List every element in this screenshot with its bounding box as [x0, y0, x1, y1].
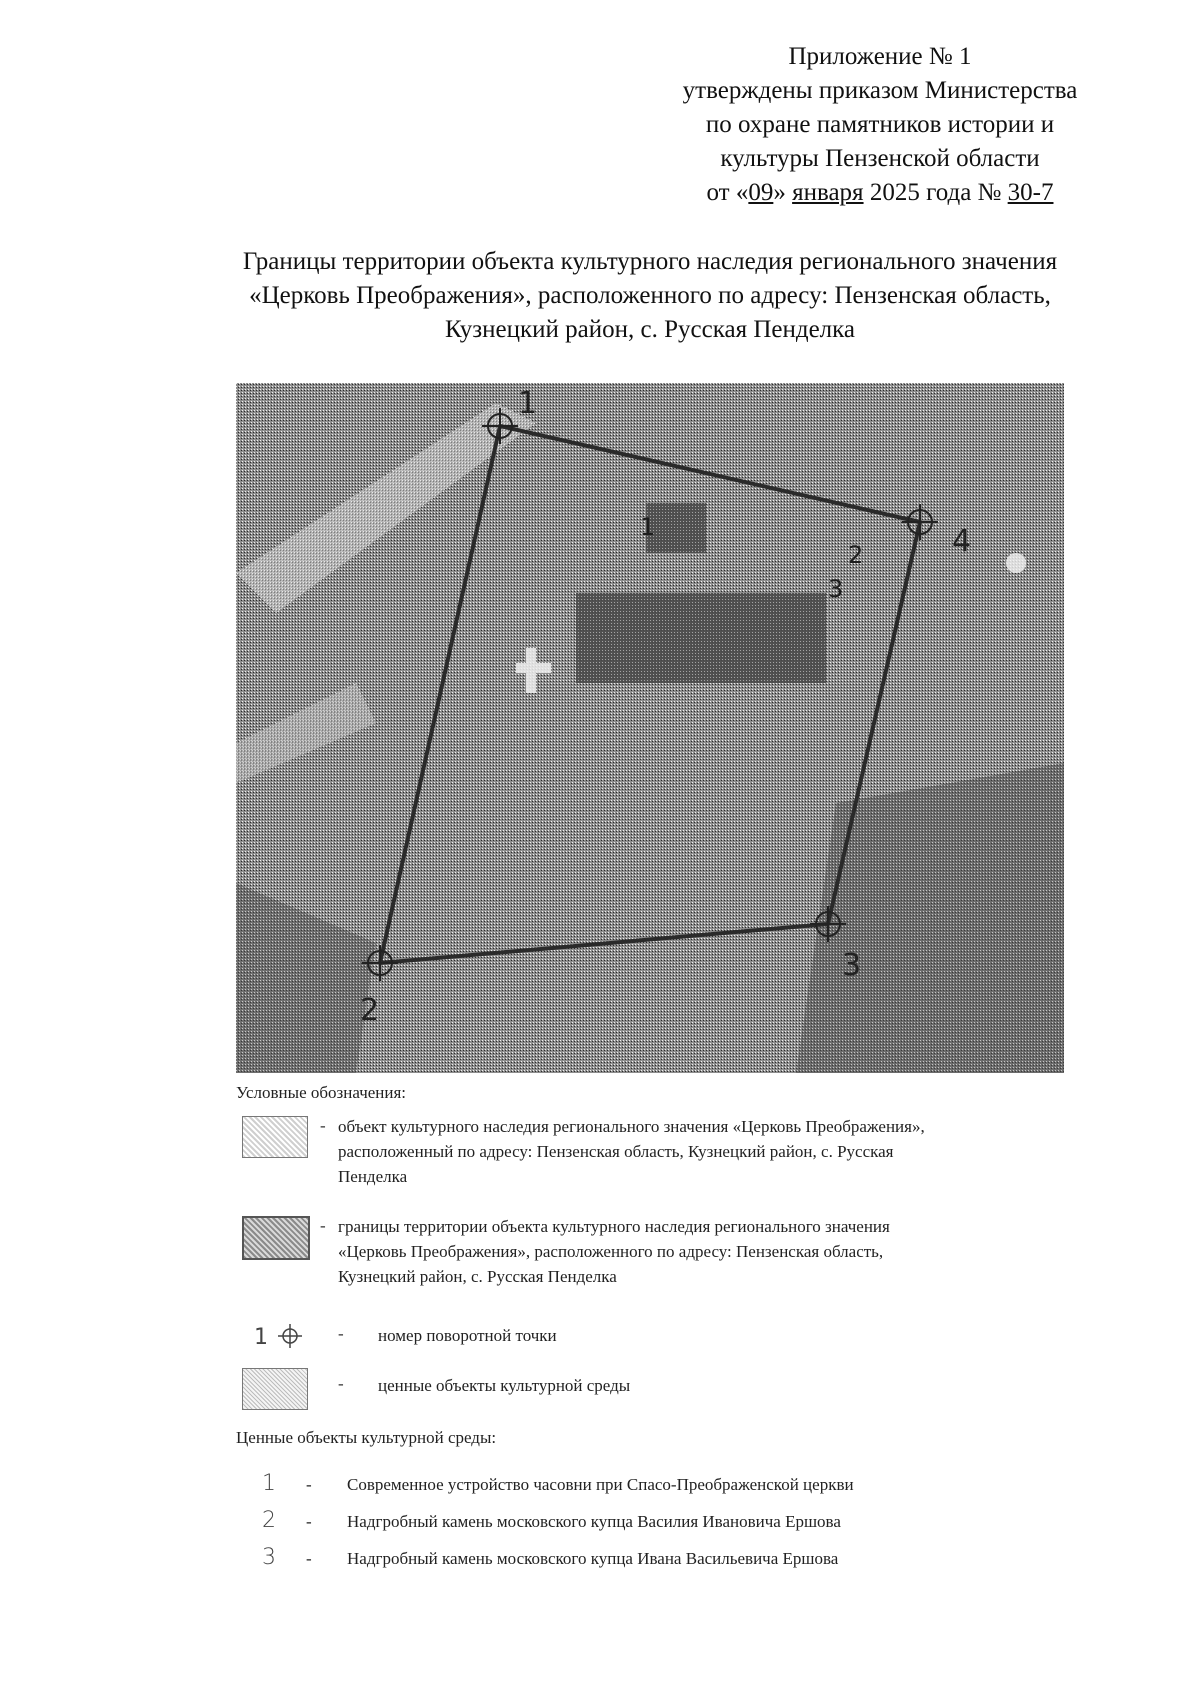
title-line: Границы территории объекта культурного наследия регионального значения: [242, 248, 1058, 275]
church-building-footprint: [576, 593, 826, 683]
point-number: 4: [952, 524, 972, 559]
appendix-number: Приложение № 1: [788, 43, 972, 70]
turning-point-icon: [254, 1318, 314, 1354]
legend-item-boundary: [236, 1214, 1136, 1286]
legend-text: [338, 1214, 890, 1289]
legend-line: номер поворотной точки: [378, 1326, 557, 1345]
legend-dash: -: [338, 1324, 344, 1343]
point-number: 1: [518, 386, 538, 421]
legend-line: «Церковь Преображения», расположенного по адресу: Пензенская область,: [338, 1242, 884, 1261]
object-number: 2: [262, 1508, 276, 1533]
legend-text: [378, 1323, 557, 1348]
legend-dash: -: [320, 1116, 326, 1135]
legend-line: Кузнецкий район, с. Русская Пенделка: [338, 1267, 617, 1286]
svg-text:1: 1: [254, 1325, 268, 1350]
aerial-dark-area: [796, 763, 1064, 1073]
point-number: 2: [360, 993, 380, 1028]
list-item: [262, 1547, 1162, 1577]
legend-item-valuable-objects: [236, 1368, 1136, 1428]
date-year: 2025 года №: [863, 179, 1008, 206]
legend-line: Пенделка: [338, 1167, 408, 1186]
legend-text: [378, 1373, 630, 1398]
object-description: Современное устройство часовни при Спасо-Преображенской церкви: [347, 1475, 854, 1494]
order-number: 30-7: [1007, 179, 1054, 206]
object-description: Надгробный камень московского купца Василия Ивановича Ершова: [347, 1512, 841, 1531]
object-label-1: 1: [640, 513, 656, 541]
title-line: «Церковь Преображения», расположенного по адресу: Пензенская область,: [249, 282, 1051, 309]
object-number: 1: [262, 1471, 276, 1496]
date-day: 09: [748, 179, 774, 206]
point-number: 3: [842, 948, 862, 983]
approval-line: утверждены приказом Министерства: [682, 77, 1078, 104]
object-label-3: 3: [828, 575, 844, 603]
date-mid: »: [773, 179, 793, 206]
boundary-map: [236, 383, 1064, 1073]
legend-item-object: [236, 1114, 1136, 1186]
legend-dash: -: [320, 1216, 326, 1235]
object-dash: -: [306, 1549, 312, 1568]
legend-line: объект культурного наследия регионального значения «Церковь Преображения»,: [338, 1117, 925, 1136]
valuable-objects-heading: Ценные объекты культурной среды:: [236, 1428, 497, 1447]
legend-line: границы территории объекта культурного наследия регионального значения: [338, 1217, 890, 1236]
legend-heading: Условные обозначения:: [236, 1083, 407, 1102]
approval-line: по охране памятников истории и: [705, 111, 1055, 138]
object-description: Надгробный камень московского купца Ивана Васильевича Ершова: [347, 1549, 839, 1568]
hatch-dark-swatch: [242, 1216, 310, 1260]
legend-dash: -: [338, 1374, 344, 1393]
hatch-fine-swatch: [242, 1368, 308, 1410]
title-line: Кузнецкий район, с. Русская Пенделка: [444, 316, 856, 343]
object-dash: -: [306, 1512, 312, 1531]
legend-line: ценные объекты культурной среды: [378, 1376, 631, 1395]
list-item: [262, 1473, 1162, 1503]
aerial-light-spot: [1006, 553, 1026, 573]
object-dash: -: [306, 1475, 312, 1494]
object-number: 3: [262, 1545, 276, 1570]
object-label-2: 2: [848, 541, 864, 569]
appendix-header: [620, 40, 1140, 210]
approval-line: культуры Пензенской области: [720, 145, 1040, 172]
hatch-light-swatch: [242, 1116, 308, 1158]
date-prefix: от «: [706, 179, 749, 206]
order-date-line: [620, 176, 1140, 210]
document-title: [120, 245, 1180, 347]
date-month: января: [792, 179, 864, 206]
legend-line: расположенный по адресу: Пензенская область, Кузнецкий район, с. Русская: [338, 1142, 894, 1161]
legend-text: [338, 1114, 925, 1189]
list-item: [262, 1510, 1162, 1540]
